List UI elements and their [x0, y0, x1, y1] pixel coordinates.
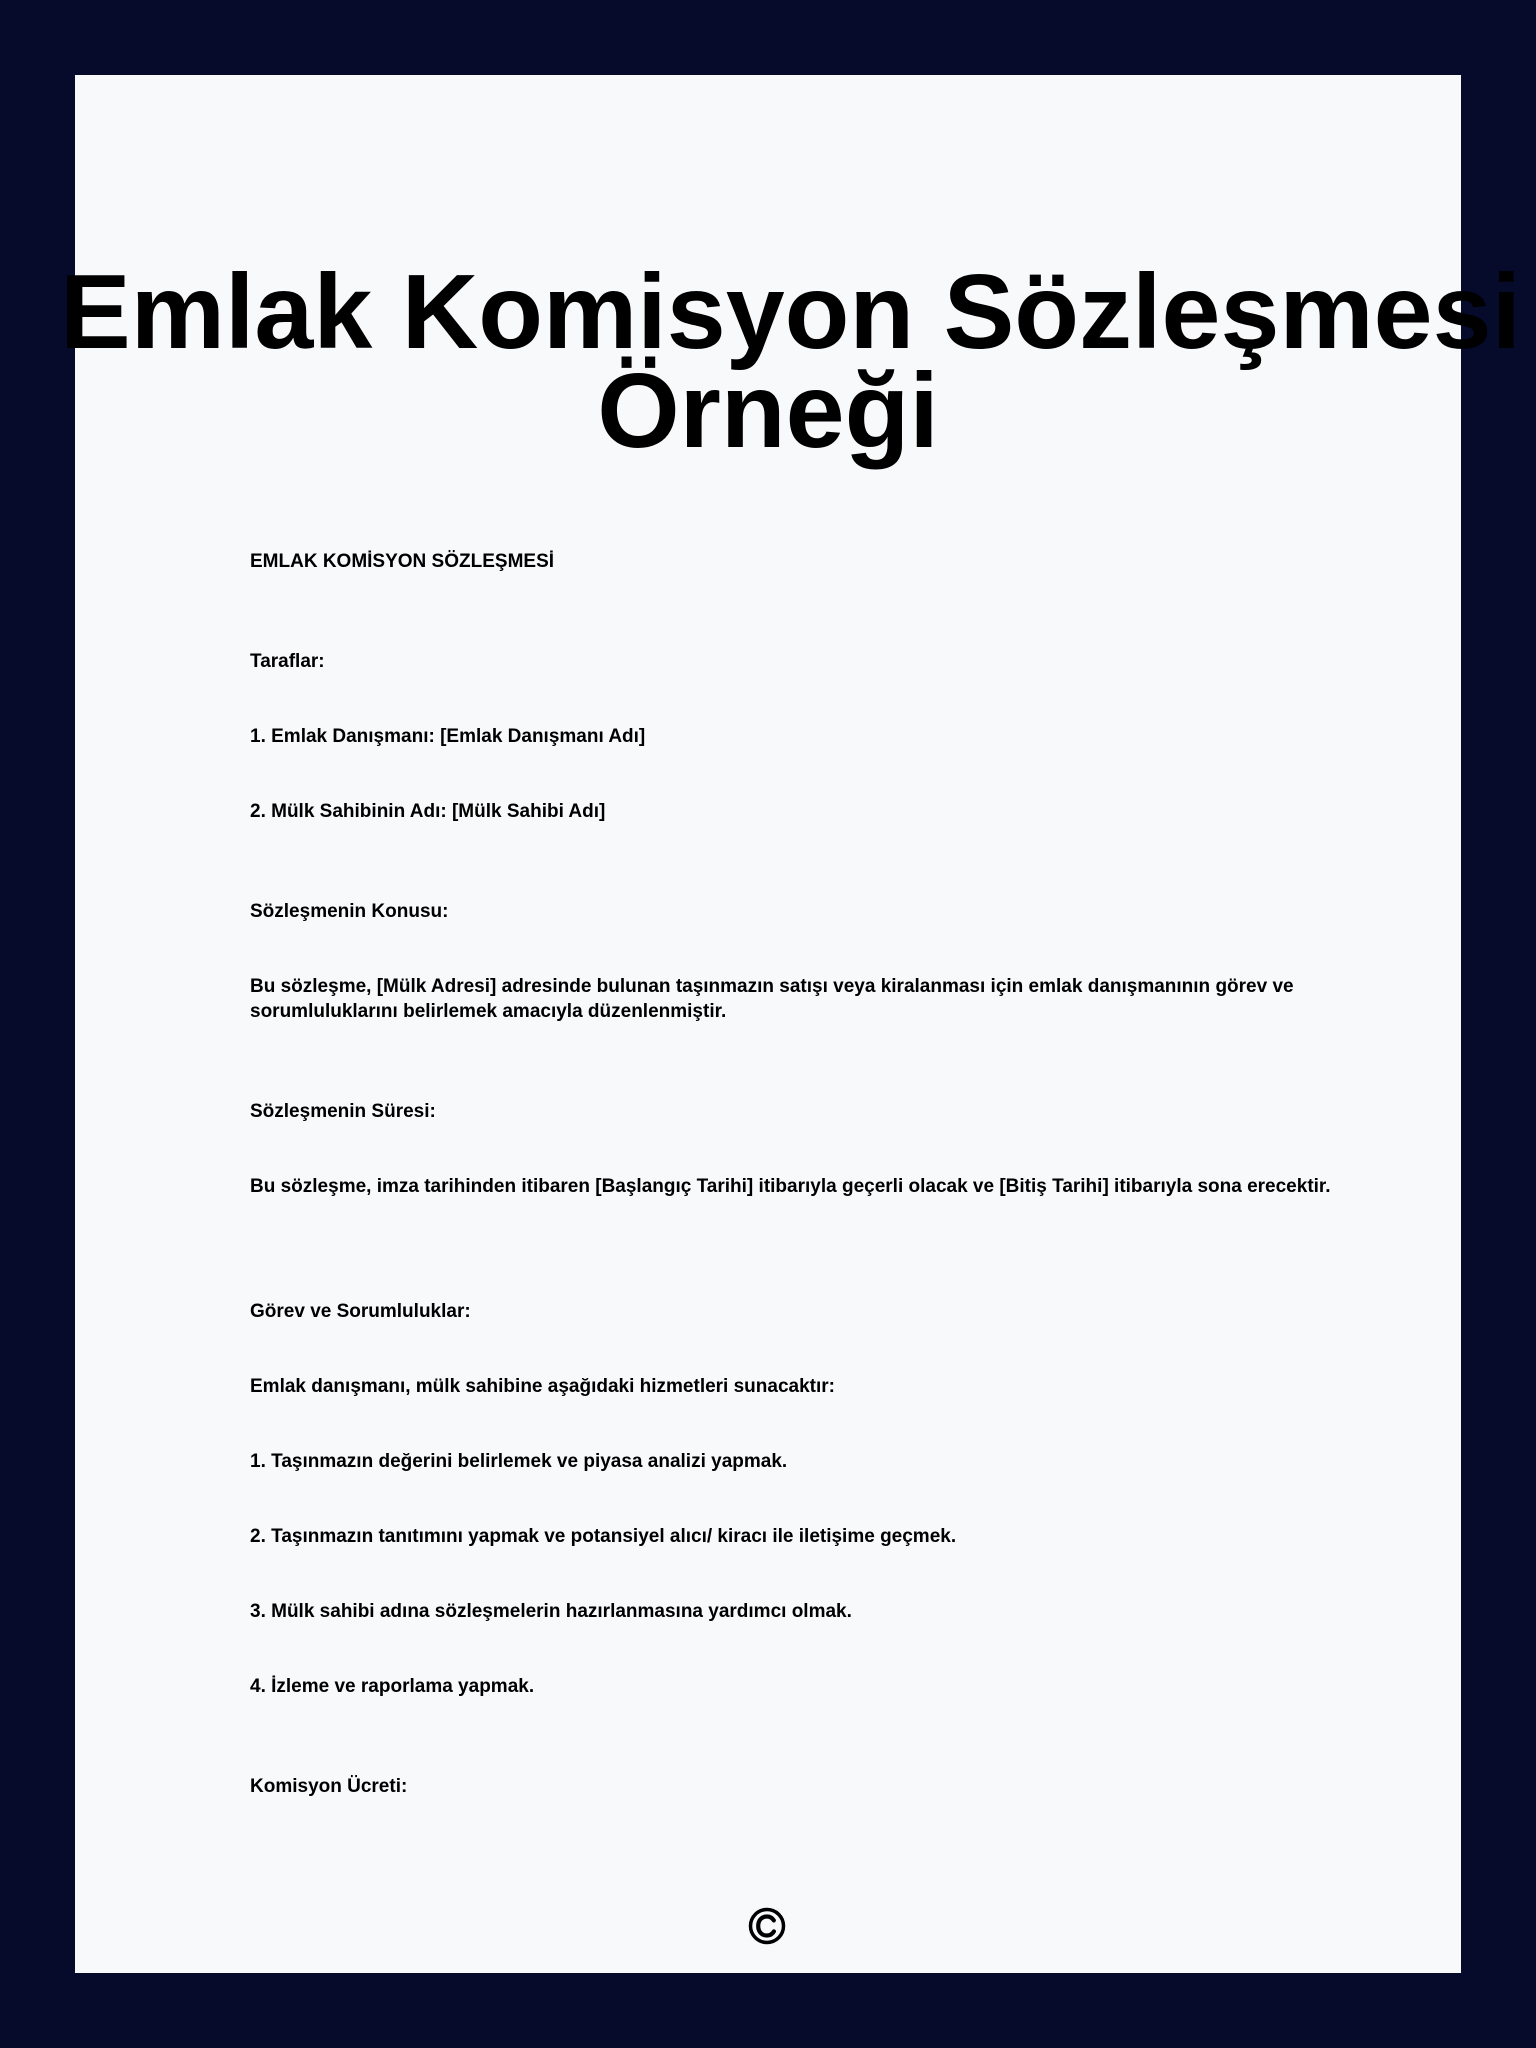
party-property-owner: 2. Mülk Sahibinin Adı: [Mülk Sahibi Adı] — [250, 801, 606, 822]
copyright-icon — [748, 1907, 786, 1945]
subject-paragraph: Bu sözleşme, [Mülk Adresi] adresinde bulunan taşınmazın satışı veya kiralanması için emlak danışmanının görev ve sorumluluklarını belirlemek amacıyla düzenlenmiştir. — [250, 976, 1294, 1022]
title-line-1: Emlak Komisyon Sözleşmesi — [60, 253, 1522, 371]
duty-item-3: 3. Mülk sahibi adına sözleşmelerin hazırlanmasına yardımcı olmak. — [250, 1601, 852, 1622]
party-real-estate-agent: 1. Emlak Danışmanı: [Emlak Danışmanı Adı] — [250, 726, 646, 747]
subject-label: Sözleşmenin Konusu: — [250, 901, 449, 922]
duration-paragraph: Bu sözleşme, imza tarihinden itibaren [Başlangıç Tarihi] itibarıyla geçerli olacak ve [Bitiş Tarihi] itibarıyla sona erecektir. — [250, 1176, 1331, 1197]
title-line-2: Örneği — [597, 352, 939, 470]
duty-item-2: 2. Taşınmazın tanıtımını yapmak ve potansiyel alıcı/ kiracı ile iletişime geçmek. — [250, 1526, 957, 1547]
duties-label: Görev ve Sorumluluklar: — [250, 1301, 471, 1322]
duty-item-1: 1. Taşınmazın değerini belirlemek ve piyasa analizi yapmak. — [250, 1451, 788, 1472]
duties-intro: Emlak danışmanı, mülk sahibine aşağıdaki hizmetleri sunacaktır: — [250, 1376, 835, 1397]
duration-label: Sözleşmenin Süresi: — [250, 1101, 436, 1122]
duty-item-4: 4. İzleme ve raporlama yapmak. — [250, 1676, 535, 1697]
parties-label: Taraflar: — [250, 651, 325, 672]
commission-fee-label: Komisyon Ücreti: — [250, 1776, 408, 1797]
document-page — [60, 75, 1522, 1973]
contract-heading: EMLAK KOMİSYON SÖZLEŞMESİ — [250, 551, 555, 572]
